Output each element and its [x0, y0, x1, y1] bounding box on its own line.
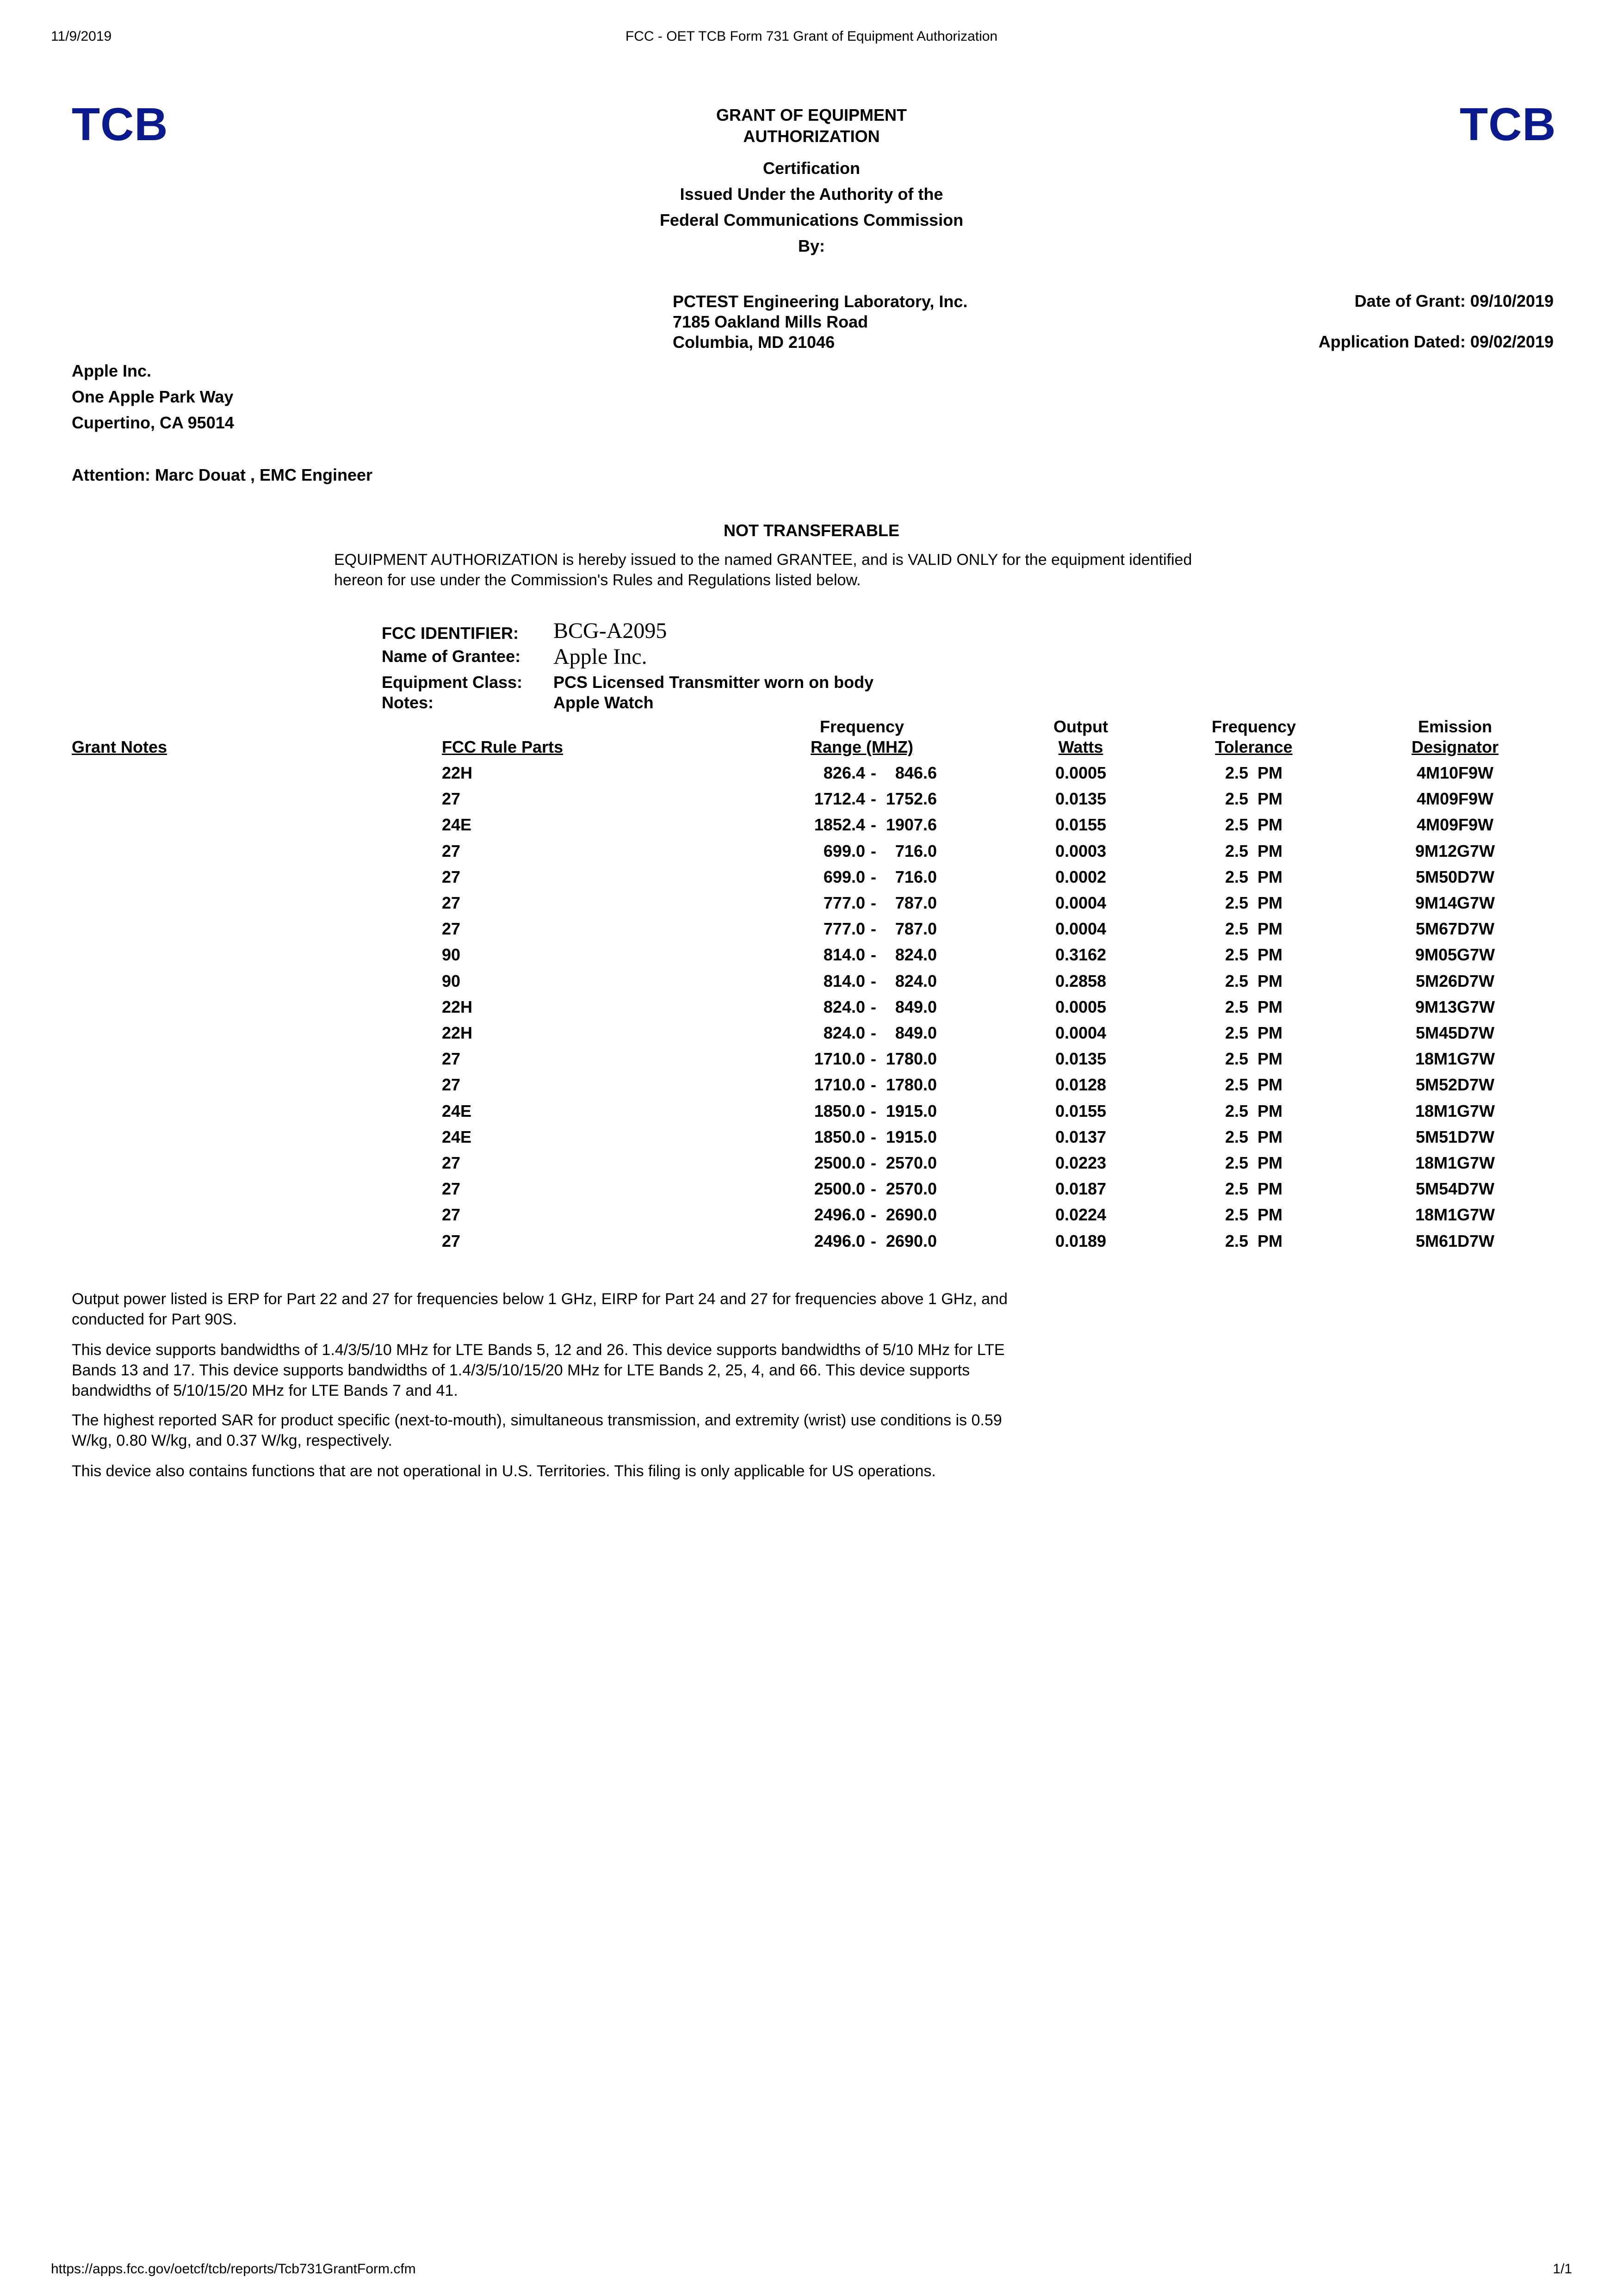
emission-designator: 5M67D7W — [1415, 919, 1495, 938]
tcb-logo-right: TCB — [1460, 99, 1556, 150]
frequency-high: 846.6 — [895, 763, 937, 782]
header-grant-notes: Grant Notes — [72, 737, 167, 756]
header-emission-top: Emission — [1418, 717, 1493, 736]
fcc-id-label: FCC IDENTIFIER: — [382, 624, 519, 643]
lab-address — [673, 291, 967, 353]
frequency-low: 1850.0 — [814, 1127, 865, 1146]
frequency-dash: - — [871, 997, 876, 1016]
frequency-tolerance: 2.5 PM — [1225, 1127, 1283, 1146]
emission-designator: 4M10F9W — [1416, 763, 1494, 782]
header-tolerance-text: Tolerance — [1215, 737, 1293, 756]
emission-designator: 5M26D7W — [1415, 972, 1495, 990]
frequency-tolerance: 2.5 PM — [1225, 972, 1283, 990]
rule-part: 24E — [442, 1127, 472, 1146]
rule-part: 22H — [442, 763, 473, 782]
emission-designator: 5M61D7W — [1415, 1232, 1495, 1250]
frequency-dash: - — [871, 1102, 876, 1120]
note-3-line-2: W/kg, 0.80 W/kg, and 0.37 W/kg, respectively. — [72, 1432, 392, 1449]
note-4-line-1: This device also contains functions that are not operational in U.S. Territories. This filing is only applicable for US operations. — [72, 1462, 936, 1480]
rule-part: 27 — [442, 893, 461, 912]
frequency-tolerance: 2.5 PM — [1225, 1023, 1283, 1042]
emission-designator: 9M05G7W — [1415, 945, 1495, 964]
rule-part: 27 — [442, 1232, 461, 1250]
frequency-low: 777.0 — [823, 893, 865, 912]
header-emission-designator — [1363, 737, 1548, 757]
emission-designator: 18M1G7W — [1415, 1049, 1495, 1068]
frequency-high: 1915.0 — [886, 1102, 937, 1120]
output-watts: 0.0155 — [1055, 815, 1107, 834]
note-2-line-2: Bands 13 and 17. This device supports bandwidths of 1.4/3/5/10/15/20 MHz for LTE Bands 2, 25, 4, and 66. This device supports — [72, 1362, 970, 1379]
header-tolerance-top: Frequency — [1211, 717, 1296, 736]
attention-line: Attention: Marc Douat , EMC Engineer — [72, 465, 373, 484]
fcc-id-value: BCG-A2095 — [553, 619, 667, 643]
rule-part: 27 — [442, 1153, 461, 1172]
frequency-high: 2570.0 — [886, 1179, 937, 1198]
frequency-tolerance: 2.5 PM — [1225, 945, 1283, 964]
note-3-line-1: The highest reported SAR for product specific (next-to-mouth), simultaneous transmission, and extremity (wrist) use conditions is 0.59 — [72, 1411, 1002, 1429]
frequency-high: 2690.0 — [886, 1205, 937, 1224]
frequency-dash: - — [871, 1127, 876, 1146]
frequency-high: 1780.0 — [886, 1075, 937, 1094]
frequency-dash: - — [871, 1049, 876, 1068]
tcb-logo-left: TCB — [72, 99, 168, 150]
transfer-line-2: hereon for use under the Commission's Rules and Regulations listed below. — [334, 571, 861, 589]
frequency-tolerance: 2.5 PM — [1225, 1102, 1283, 1120]
rule-part: 27 — [442, 919, 461, 938]
grantee-city: Cupertino, CA 95014 — [72, 413, 234, 432]
header-frequency-top: Frequency — [819, 717, 904, 736]
heading-line-3: Certification — [762, 159, 861, 178]
frequency-high: 1907.6 — [886, 815, 937, 834]
output-watts: 0.0187 — [1055, 1179, 1107, 1198]
frequency-tolerance: 2.5 PM — [1225, 1153, 1283, 1172]
equipment-class-label: Equipment Class: — [382, 673, 523, 692]
frequency-tolerance: 2.5 PM — [1225, 815, 1283, 834]
output-watts: 0.0135 — [1055, 1049, 1107, 1068]
emission-designator: 5M45D7W — [1415, 1023, 1495, 1042]
frequency-low: 814.0 — [823, 972, 865, 990]
emission-designator: 9M14G7W — [1415, 893, 1495, 912]
header-tolerance — [1161, 737, 1346, 757]
emission-designator: 9M13G7W — [1415, 997, 1495, 1016]
frequency-low: 824.0 — [823, 997, 865, 1016]
header-output-watts-text: Watts — [1058, 737, 1103, 756]
emission-designator: 4M09F9W — [1416, 789, 1494, 808]
transfer-line-1: EQUIPMENT AUTHORIZATION is hereby issued to the named GRANTEE, and is VALID ONLY for the equipment identified — [334, 551, 1192, 569]
emission-designator: 18M1G7W — [1415, 1102, 1495, 1120]
header-output-watts — [988, 737, 1173, 757]
frequency-low: 1710.0 — [814, 1075, 865, 1094]
authority-block — [580, 155, 1043, 259]
rule-part: 27 — [442, 1075, 461, 1094]
heading-line-4: Issued Under the Authority of the — [680, 185, 943, 204]
frequency-tolerance: 2.5 PM — [1225, 867, 1283, 886]
frequency-high: 787.0 — [895, 893, 937, 912]
frequency-tolerance: 2.5 PM — [1225, 1232, 1283, 1250]
frequency-dash: - — [871, 842, 876, 860]
note-2-line-1: This device supports bandwidths of 1.4/3/5/10 MHz for LTE Bands 5, 12 and 26. This device supports bandwidths of 5/10 MHz for LTE — [72, 1341, 1005, 1359]
emission-designator: 18M1G7W — [1415, 1205, 1495, 1224]
frequency-tolerance: 2.5 PM — [1225, 997, 1283, 1016]
output-watts: 0.0004 — [1055, 1023, 1107, 1042]
frequency-low: 814.0 — [823, 945, 865, 964]
frequency-high: 849.0 — [895, 1023, 937, 1042]
output-watts: 0.3162 — [1055, 945, 1107, 964]
print-title: FCC - OET TCB Form 731 Grant of Equipment Authorization — [625, 29, 998, 44]
output-watts: 0.0005 — [1055, 997, 1107, 1016]
frequency-low: 699.0 — [823, 867, 865, 886]
frequency-high: 1915.0 — [886, 1127, 937, 1146]
heading-line-5: Federal Communications Commission — [659, 210, 964, 229]
header-frequency-range-text: Range (MHZ) — [811, 737, 913, 756]
rule-part: 24E — [442, 815, 472, 834]
frequency-dash: - — [871, 763, 876, 782]
frequency-dash: - — [871, 815, 876, 834]
output-watts: 0.2858 — [1055, 972, 1107, 990]
output-watts: 0.0004 — [1055, 893, 1107, 912]
frequency-low: 2496.0 — [814, 1205, 865, 1224]
rule-part: 27 — [442, 789, 461, 808]
note-output-power — [72, 1289, 1131, 1330]
lab-street: 7185 Oakland Mills Road — [673, 312, 868, 331]
emission-designator: 9M12G7W — [1415, 842, 1495, 860]
frequency-low: 2496.0 — [814, 1232, 865, 1250]
frequency-dash: - — [871, 919, 876, 938]
rule-part: 27 — [442, 842, 461, 860]
note-1-line-1: Output power listed is ERP for Part 22 and 27 for frequencies below 1 GHz, EIRP for Part 24 and 27 for frequencies above 1 GHz, and — [72, 1290, 1008, 1308]
rule-part: 90 — [442, 945, 461, 964]
not-transferable-heading: NOT TRANSFERABLE — [724, 521, 899, 540]
grant-heading — [580, 105, 1043, 147]
output-watts: 0.0004 — [1055, 919, 1107, 938]
frequency-high: 824.0 — [895, 972, 937, 990]
rule-part: 27 — [442, 867, 461, 886]
frequency-tolerance: 2.5 PM — [1225, 789, 1283, 808]
frequency-dash: - — [871, 893, 876, 912]
output-watts: 0.0005 — [1055, 763, 1107, 782]
frequency-tolerance: 2.5 PM — [1225, 1049, 1283, 1068]
emission-designator: 5M52D7W — [1415, 1075, 1495, 1094]
print-page-number: 1/1 — [1553, 2261, 1572, 2277]
frequency-tolerance: 2.5 PM — [1225, 1205, 1283, 1224]
output-watts: 0.0155 — [1055, 1102, 1107, 1120]
grantee-address — [72, 358, 234, 436]
rule-part: 22H — [442, 1023, 473, 1042]
grantee-value: Apple Inc. — [553, 644, 647, 669]
emission-designator: 18M1G7W — [1415, 1153, 1495, 1172]
frequency-low: 1850.0 — [814, 1102, 865, 1120]
note-2-line-3: bandwidths of 5/10/15/20 MHz for LTE Bands 7 and 41. — [72, 1382, 458, 1399]
rule-part: 27 — [442, 1049, 461, 1068]
note-sar — [72, 1410, 1131, 1451]
frequency-dash: - — [871, 1023, 876, 1042]
frequency-high: 716.0 — [895, 867, 937, 886]
notes-value: Apple Watch — [553, 693, 654, 712]
grantee-label: Name of Grantee: — [382, 647, 521, 666]
frequency-dash: - — [871, 1153, 876, 1172]
emission-designator: 5M51D7W — [1415, 1127, 1495, 1146]
frequency-high: 716.0 — [895, 842, 937, 860]
frequency-low: 824.0 — [823, 1023, 865, 1042]
output-watts: 0.0223 — [1055, 1153, 1107, 1172]
output-watts: 0.0002 — [1055, 867, 1107, 886]
header-frequency-range — [769, 737, 954, 757]
frequency-high: 787.0 — [895, 919, 937, 938]
lab-city: Columbia, MD 21046 — [673, 333, 835, 352]
frequency-tolerance: 2.5 PM — [1225, 1075, 1283, 1094]
rule-part: 90 — [442, 972, 461, 990]
output-watts: 0.0135 — [1055, 789, 1107, 808]
note-1-line-2: conducted for Part 90S. — [72, 1311, 237, 1328]
output-watts: 0.0003 — [1055, 842, 1107, 860]
heading-line-6: By: — [798, 236, 825, 255]
lab-name: PCTEST Engineering Laboratory, Inc. — [673, 292, 968, 311]
frequency-low: 699.0 — [823, 842, 865, 860]
frequency-dash: - — [871, 1179, 876, 1198]
print-date: 11/9/2019 — [51, 29, 112, 44]
output-watts: 0.0137 — [1055, 1127, 1107, 1146]
note-us-territories — [72, 1461, 1131, 1481]
frequency-high: 1780.0 — [886, 1049, 937, 1068]
heading-line-2: AUTHORIZATION — [743, 127, 880, 146]
frequency-tolerance: 2.5 PM — [1225, 842, 1283, 860]
notes-label: Notes: — [382, 693, 434, 712]
frequency-dash: - — [871, 867, 876, 886]
frequency-dash: - — [871, 1075, 876, 1094]
frequency-high: 2570.0 — [886, 1153, 937, 1172]
frequency-low: 1710.0 — [814, 1049, 865, 1068]
frequency-dash: - — [871, 1205, 876, 1224]
output-watts: 0.0128 — [1055, 1075, 1107, 1094]
transfer-statement — [334, 550, 1192, 590]
frequency-tolerance: 2.5 PM — [1225, 763, 1283, 782]
grantee-street: One Apple Park Way — [72, 387, 234, 406]
rule-part: 27 — [442, 1205, 461, 1224]
print-url[interactable]: https://apps.fcc.gov/oetcf/tcb/reports/Tcb731GrantForm.cfm — [51, 2261, 416, 2277]
frequency-low: 2500.0 — [814, 1153, 865, 1172]
rule-part: 24E — [442, 1102, 472, 1120]
frequency-low: 1852.4 — [814, 815, 865, 834]
header-rule-parts: FCC Rule Parts — [442, 737, 564, 756]
frequency-dash: - — [871, 1232, 876, 1250]
output-watts: 0.0224 — [1055, 1205, 1107, 1224]
rule-part: 27 — [442, 1179, 461, 1198]
application-dated: Application Dated: 09/02/2019 — [1318, 332, 1554, 351]
date-of-grant: Date of Grant: 09/10/2019 — [1354, 291, 1554, 310]
frequency-dash: - — [871, 972, 876, 990]
emission-designator: 4M09F9W — [1416, 815, 1494, 834]
frequency-tolerance: 2.5 PM — [1225, 1179, 1283, 1198]
frequency-low: 2500.0 — [814, 1179, 865, 1198]
equipment-class-value: PCS Licensed Transmitter worn on body — [553, 673, 874, 692]
frequency-high: 2690.0 — [886, 1232, 937, 1250]
frequency-tolerance: 2.5 PM — [1225, 893, 1283, 912]
emission-designator: 5M50D7W — [1415, 867, 1495, 886]
header-output-top: Output — [1053, 717, 1108, 736]
rule-part: 22H — [442, 997, 473, 1016]
output-watts: 0.0189 — [1055, 1232, 1107, 1250]
grantee-name: Apple Inc. — [72, 361, 152, 380]
frequency-high: 849.0 — [895, 997, 937, 1016]
frequency-low: 777.0 — [823, 919, 865, 938]
header-emission-designator-text: Designator — [1411, 737, 1499, 756]
heading-line-1: GRANT OF EQUIPMENT — [716, 105, 907, 124]
frequency-dash: - — [871, 945, 876, 964]
frequency-high: 1752.6 — [886, 789, 937, 808]
frequency-tolerance: 2.5 PM — [1225, 919, 1283, 938]
emission-designator: 5M54D7W — [1415, 1179, 1495, 1198]
note-bandwidths — [72, 1340, 1131, 1401]
frequency-dash: - — [871, 789, 876, 808]
frequency-low: 1712.4 — [814, 789, 865, 808]
frequency-low: 826.4 — [823, 763, 865, 782]
frequency-high: 824.0 — [895, 945, 937, 964]
